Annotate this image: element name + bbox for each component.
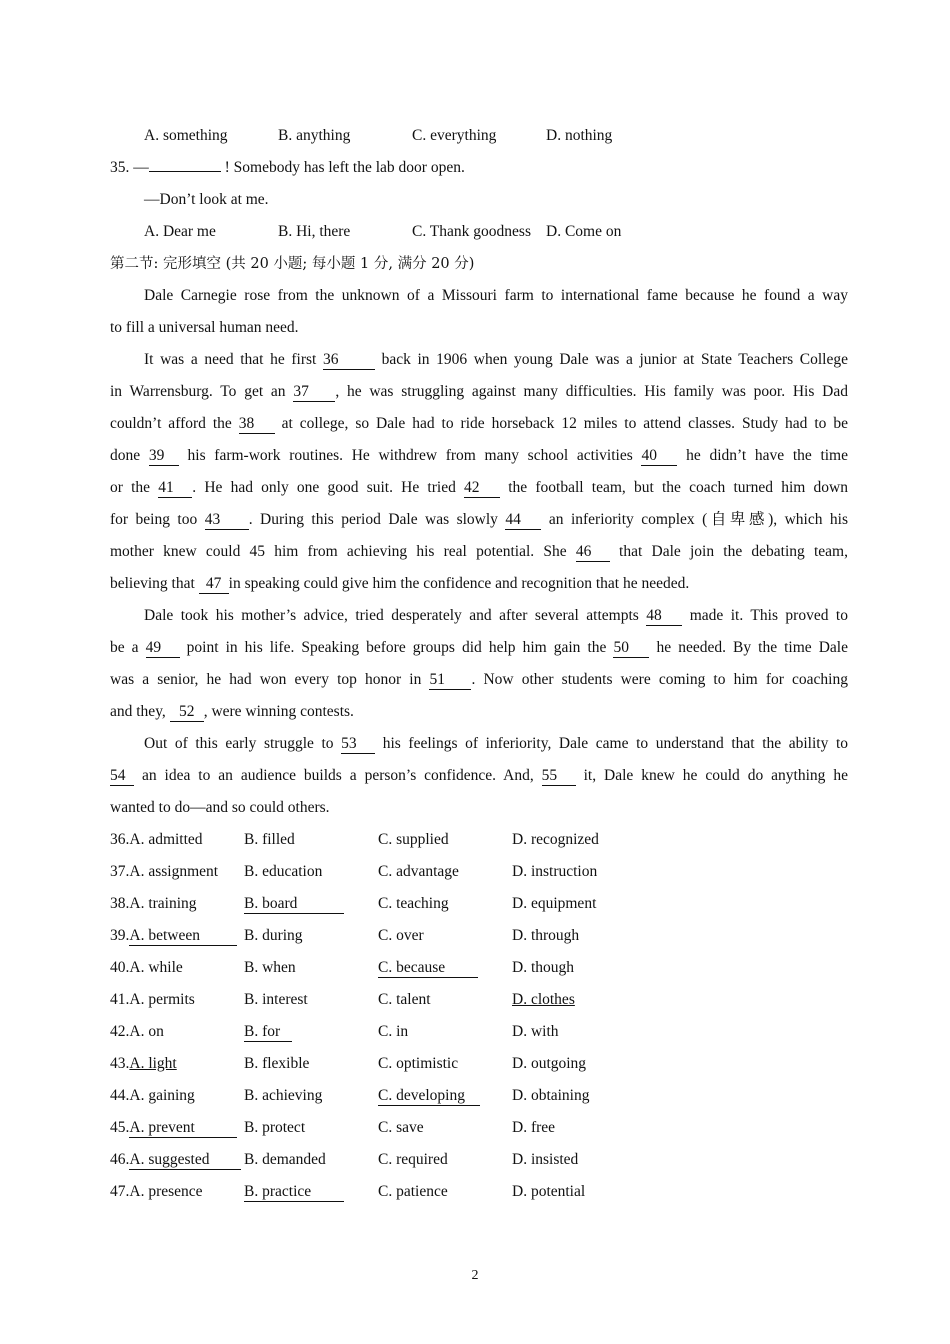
- section-heading: 第二节: 完形填空 (共 20 小题; 每小题 1 分, 满分 20 分): [110, 256, 475, 272]
- passage-p3-line1: Dale took his mother’s advice, tried desperately and after several attempts 48 made it. This proved to: [144, 607, 848, 624]
- passage-p1-line2: to fill a universal human need.: [110, 319, 299, 336]
- blank-49: 49: [146, 639, 180, 658]
- choice-row-37: 37.A. assignment B. education C. advantage D. instruction: [110, 863, 598, 880]
- blank-53: 53: [341, 735, 375, 754]
- blank-50: 50: [613, 639, 649, 658]
- choice-row-39: 39.A. between B. during C. over D. through: [110, 927, 580, 944]
- page-number: 2: [471, 1268, 479, 1283]
- marked-answer-42: B. for: [244, 1023, 292, 1042]
- choice-row-42: 42.A. on B. for C. in D. with: [110, 1023, 559, 1040]
- q34-option-c: C. everything: [412, 127, 497, 144]
- blank-40: 40: [641, 447, 677, 466]
- passage-p2-line2: in Warrensburg. To get an 37 , he was struggling against many difficulties. His family was poor. His Dad: [110, 383, 848, 400]
- blank-39: 39: [149, 447, 179, 466]
- blank-54: 54: [110, 767, 134, 786]
- marked-answer-38: B. board: [244, 895, 344, 914]
- blank-38: 38: [239, 415, 275, 434]
- passage-p3-line4: and they, 52 , were winning contests.: [110, 703, 354, 720]
- passage-p2-line4: done 39 his farm-work routines. He withdrew from many school activities 40 he didn’t have the time: [110, 447, 848, 464]
- q35-option-b: B. Hi, there: [278, 223, 351, 240]
- q35-reply: —Don’t look at me.: [144, 191, 269, 208]
- choice-row-41: 41.A. permits B. interest C. talent D. clothes: [110, 984, 848, 1016]
- choice-row-40: 40.A. while B. when C. because D. though: [110, 959, 574, 976]
- passage-p2-line6: for being too 43 . During this period Dale was slowly 44 an inferiority complex (自卑感), which his: [110, 511, 849, 528]
- marked-answer-41: D. clothes: [512, 991, 575, 1008]
- blank-51: 51: [429, 671, 471, 690]
- choice-row-38: 38.A. training B. board C. teaching D. equipment: [110, 895, 597, 912]
- marked-answer-39: A. between: [129, 927, 237, 946]
- choice-row-46: 46.A. suggested B. demanded C. required D. insisted: [110, 1151, 579, 1168]
- choice-row-45: 45.A. prevent B. protect C. save D. free: [110, 1119, 556, 1136]
- blank-48: 48: [646, 607, 682, 626]
- marked-answer-44: C. developing: [378, 1087, 480, 1106]
- blank-42: 42: [464, 479, 500, 498]
- passage-p2-line5: or the 41 . He had only one good suit. He tried 42 the football team, but the coach turned him down: [110, 479, 848, 496]
- passage-p4-line2: 54 an idea to an audience builds a person’s confidence. And, 55 it, Dale knew he could do anything he: [110, 767, 848, 784]
- choice-row-47: 47.A. presence B. practice C. patience D. potential: [110, 1183, 586, 1200]
- q34-option-d: D. nothing: [546, 127, 613, 144]
- choice-row-36: 36.A. admitted B. filled C. supplied D. recognized: [110, 831, 599, 848]
- marked-answer-45: A. prevent: [129, 1119, 237, 1138]
- marked-answer-40: C. because: [378, 959, 478, 978]
- blank-46: 46: [576, 543, 610, 562]
- choice-row-44: 44.A. gaining B. achieving C. developing D. obtaining: [110, 1087, 590, 1104]
- choice-row-43: 43.A. light B. flexible C. optimistic D. outgoing: [110, 1048, 848, 1080]
- blank-47: 47: [199, 575, 229, 594]
- q34-options: [110, 120, 848, 152]
- passage-p4-line3: wanted to do—and so could others.: [110, 799, 330, 816]
- marked-answer-43: A. light: [129, 1055, 177, 1072]
- q35-options: [110, 216, 848, 248]
- page-content: [110, 120, 848, 1208]
- marked-answer-46: A. suggested: [129, 1151, 241, 1170]
- blank-37: 37: [293, 383, 335, 402]
- passage-p3-line3: was a senior, he had won every top honor in 51 . Now other students were coming to him for coaching: [110, 671, 848, 688]
- passage-p4-line1: Out of this early struggle to 53 his feelings of inferiority, Dale came to understand that the ability to: [144, 735, 848, 752]
- blank-41: 41: [158, 479, 192, 498]
- passage-p2-line7: mother knew could 45 him from achieving his real potential. She 46 that Dale join the debating team,: [110, 543, 848, 560]
- blank-52: 52: [170, 703, 204, 722]
- blank-55: 55: [542, 767, 576, 786]
- q35-blank: [149, 171, 221, 172]
- q35-option-d: D. Come on: [546, 223, 622, 240]
- q35-prompt: 35. — ! Somebody has left the lab door open.: [110, 159, 465, 176]
- q35-option-c: C. Thank goodness: [412, 223, 531, 240]
- q35-option-a: A. Dear me: [144, 223, 216, 240]
- passage-p1-line1: Dale Carnegie rose from the unknown of a Missouri farm to international fame because he found a way: [144, 287, 848, 304]
- blank-36: 36: [323, 351, 375, 370]
- marked-answer-47: B. practice: [244, 1183, 344, 1202]
- passage-p3-line2: be a 49 point in his life. Speaking before groups did help him gain the 50 he needed. By the time Dale: [110, 639, 848, 656]
- blank-44: 44: [505, 511, 541, 530]
- passage-p2-line1: It was a need that he first 36 back in 1906 when young Dale was a junior at State Teachers College: [144, 351, 848, 368]
- q34-option-a: A. something: [144, 127, 228, 144]
- blank-43: 43: [205, 511, 249, 530]
- passage-p2-line8: believing that 47 in speaking could give him the confidence and recognition that he needed.: [110, 575, 690, 592]
- q34-option-b: B. anything: [278, 127, 351, 144]
- passage-p2-line3: couldn’t afford the 38 at college, so Dale had to ride horseback 12 miles to attend classes. Study had to be: [110, 415, 848, 432]
